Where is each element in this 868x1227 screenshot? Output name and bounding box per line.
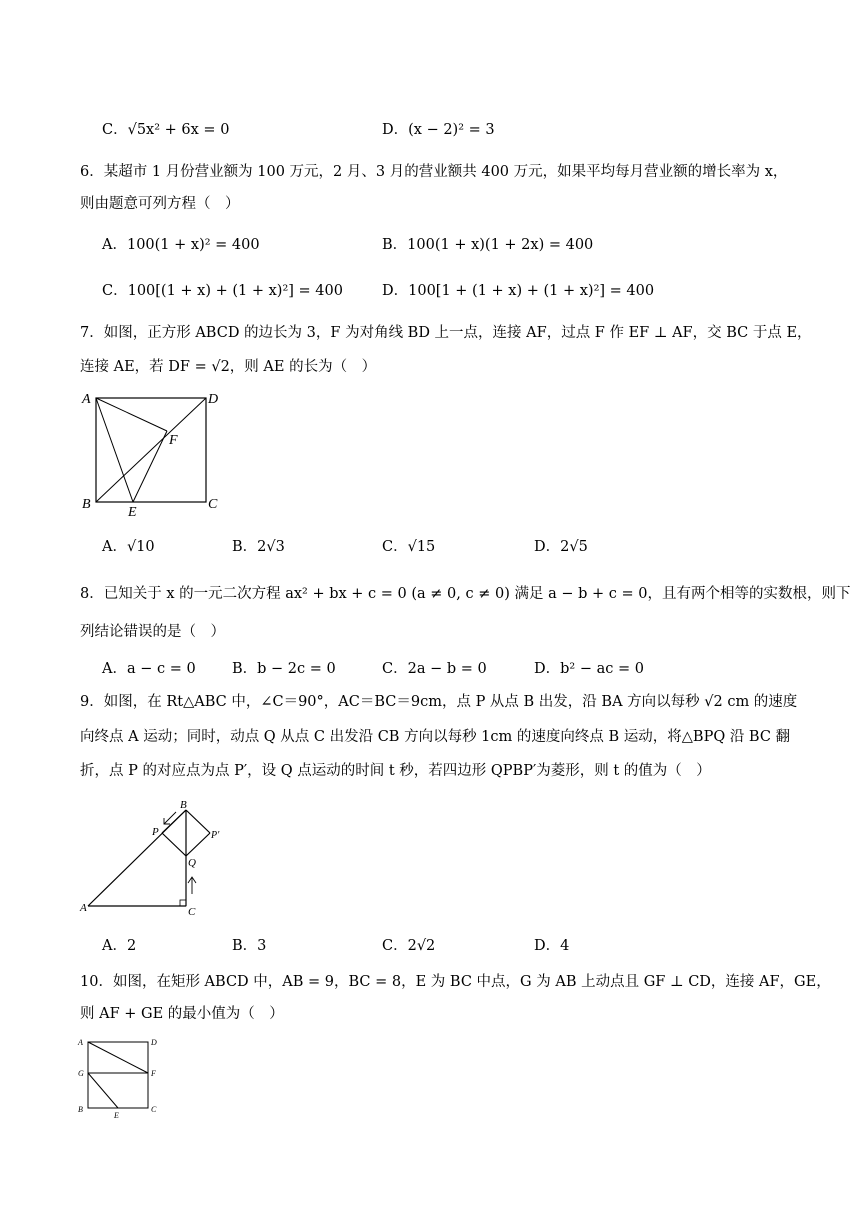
q7-label-c: C bbox=[208, 497, 218, 512]
q8-option-a: A．a − c = 0 bbox=[102, 661, 196, 677]
q10-label-e: E bbox=[114, 1111, 119, 1120]
q10-label-b: B bbox=[78, 1105, 83, 1114]
q7-label-b: B bbox=[82, 497, 91, 512]
q10-label-c: C bbox=[151, 1105, 157, 1114]
q6-option-d: D．100[1 + (1 + x) + (1 + x)²] = 400 bbox=[382, 283, 655, 299]
q6-stem-line2: 则由题意可列方程（ ） bbox=[80, 196, 240, 212]
q9-option-a: A．2 bbox=[102, 938, 137, 954]
q7-label-e: E bbox=[128, 505, 137, 520]
q8-stem-line1: 8．已知关于 x 的一元二次方程 ax² + bx + c = 0 (a ≠ 0, c ≠ 0) 满足 a − b + c = 0，且有两个相等的实数根，则下 bbox=[80, 586, 851, 602]
q6-stem-line1: 6．某超市 1 月份营业额为 100 万元，2 月、3 月的营业额共 400 万元，如果平均每月营业额的增长率为 x， bbox=[80, 164, 788, 180]
q8-stem-line2: 列结论错误的是（ ） bbox=[80, 624, 225, 640]
q7-label-a: A bbox=[82, 392, 91, 407]
q9-option-b: B．3 bbox=[232, 938, 267, 954]
q8-option-c: C．2a − b = 0 bbox=[382, 661, 487, 677]
q9-figure bbox=[78, 798, 228, 918]
q8-option-d: D．b² − ac = 0 bbox=[534, 661, 644, 677]
q9-option-d: D．4 bbox=[534, 938, 570, 954]
q7-stem-line1: 7．如图，正方形 ABCD 的边长为 3，F 为对角线 BD 上一点，连接 AF，过点 F 作 EF ⊥ AF，交 BC 于点 E， bbox=[80, 325, 812, 341]
q8-option-b: B．b − 2c = 0 bbox=[232, 661, 336, 677]
q7-option-d: D．2√5 bbox=[534, 539, 588, 555]
q7-option-a: A．√10 bbox=[102, 539, 155, 555]
q7-label-d: D bbox=[208, 392, 219, 407]
q7-label-f: F bbox=[169, 433, 178, 448]
q10-label-a: A bbox=[78, 1038, 83, 1047]
q10-label-d: D bbox=[151, 1038, 157, 1047]
q7-figure bbox=[78, 388, 228, 520]
q7-option-b: B．2√3 bbox=[232, 539, 285, 555]
q10-stem-line1: 10．如图，在矩形 ABCD 中，AB = 9，BC = 8，E 为 BC 中点，G 为 AB 上动点且 GF ⊥ CD，连接 AF，GE， bbox=[80, 974, 831, 990]
q7-option-c: C．√15 bbox=[382, 539, 436, 555]
q10-figure bbox=[76, 1036, 166, 1120]
q5-option-c: C．√5x² + 6x = 0 bbox=[102, 122, 230, 138]
q6-option-a: A．100(1 + x)² = 400 bbox=[102, 237, 260, 253]
q9-stem-line1: 9．如图，在 Rt△ABC 中，∠C＝90°，AC＝BC＝9cm，点 P 从点 B 出发，沿 BA 方向以每秒 √2 cm 的速度 bbox=[80, 694, 798, 710]
q9-label-q: Q bbox=[188, 857, 196, 869]
q6-option-b: B．100(1 + x)(1 + 2x) = 400 bbox=[382, 237, 594, 253]
q7-stem-line2: 连接 AE，若 DF = √2，则 AE 的长为（ ） bbox=[80, 359, 377, 375]
q10-stem-line2: 则 AF + GE 的最小值为（ ） bbox=[80, 1006, 284, 1022]
q9-label-p-prime: P′ bbox=[211, 830, 220, 841]
q9-stem-line2: 向终点 A 运动；同时，动点 Q 从点 C 出发沿 CB 方向以每秒 1cm 的速度向终点 B 运动，将△BPQ 沿 BC 翻 bbox=[80, 729, 791, 745]
q10-label-f: F bbox=[151, 1069, 156, 1078]
q9-label-a: A bbox=[80, 902, 87, 914]
q10-label-g: G bbox=[78, 1069, 84, 1078]
q9-stem-line3: 折，点 P 的对应点为点 P′，设 Q 点运动的时间 t 秒，若四边形 QPBP′为菱形，则 t 的值为（ ） bbox=[80, 763, 711, 779]
q9-label-p: P bbox=[152, 826, 159, 838]
q9-option-c: C．2√2 bbox=[382, 938, 436, 954]
q5-option-d: D．(x − 2)² = 3 bbox=[382, 122, 495, 138]
q9-label-c: C bbox=[188, 906, 196, 918]
q9-label-b: B bbox=[180, 799, 187, 811]
q6-option-c: C．100[(1 + x) + (1 + x)²] = 400 bbox=[102, 283, 343, 299]
